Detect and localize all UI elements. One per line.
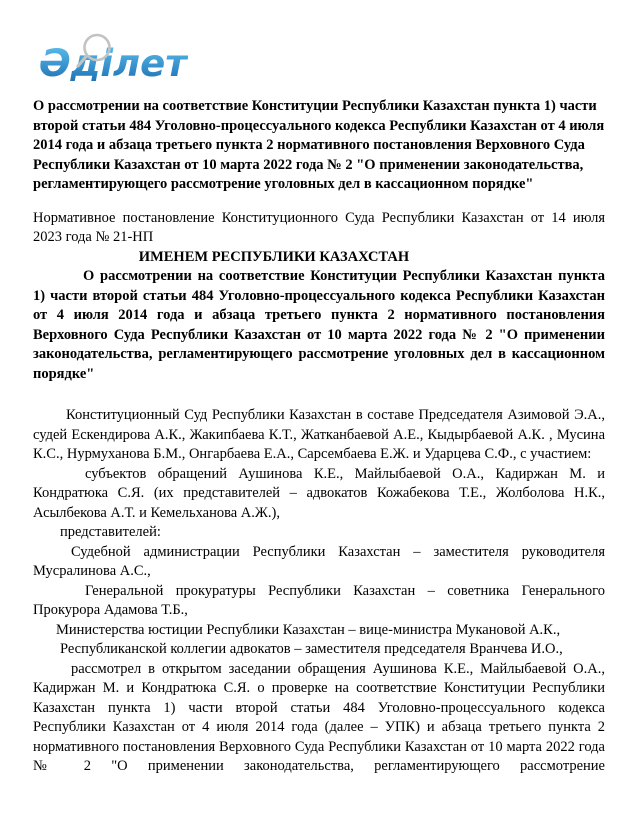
logo-wordmark: Әділет [39,42,187,85]
body-paragraph: Министерства юстиции Республики Казахстан – вице-министра Мукановой А.К., [56,621,561,638]
body-paragraph: рассмотрел в открытом заседании обращения Аушинова К.Е., Майлыбаевой О.А., Кадиржан М. и Кондратюка С.Я. о проверке на соответствие Конституции Республики Казахстан пункта 1) части второй статьи 484 Уголовно-процессуального кодекса Республики Казахстан от 4 июля 2014 года (далее – УПК) и абзаца третьего пункта 2 нормативного постановления Верховного Суда Республики Казахстан от 10 марта 2022 года № 2 "О применении законодательства, регламентирующего рассмотрение [33,660,605,774]
body-paragraph: Республиканской коллегии адвокатов – заместителя председателя Вранчева И.О., [60,641,563,657]
document-content [0,32,640,777]
body-paragraph: Конституционный Суд Республики Казахстан в составе Председателя Азимовой Э.А., судей Ескендирова А.К., Жакипбаева К.Т., Жатканбаевой А.Е., Кыдырбаевой А.К. , Мусина К.С., Нурмуханова Б.М., Онгарбаева Е.А., Сарсембаева Е.Ж. и Ударцева С.Ф., с участием: [33,407,605,462]
body-paragraph: Генеральной прокуратуры Республики Казахстан – советника Генерального Прокурора Адамова Т.Б., [33,582,605,618]
body-paragraph: представителей: [60,524,161,540]
in-the-name-heading: ИМЕНЕМ РЕСПУБЛИКИ КАЗАХСТАН [138,248,410,265]
document-type-line: Нормативное постановление Конституционного Суда Республики Казахстан от 14 июля 2023 года № 21-НП [33,209,605,245]
document-title: О рассмотрении на соответствие Конституции Республики Казахстан пункта 1) части второй статьи 484 Уголовно-процессуального кодекса Республики Казахстан от 4 июля 2014 года и абзаца третьего пункта 2 нормативного постановления Верховного Суда Республики Казахстан от 10 марта 2022 года № 2 "О применении законодательства, регламентирующего рассмотрение уголовных дел в кассационном порядке" [33,98,605,192]
adilet-logo[interactable] [38,32,188,90]
document-subject: О рассмотрении на соответствие Конституции Республики Казахстан пункта 1) части второй статьи 484 Уголовно-процессуального кодекса Республики Казахстан от 4 июля 2014 года и абзаца третьего пункта 2 нормативного постановления Верховного Суда Республики Казахстан от 10 марта 2022 года № 2 "О применении законодательства, регламентирующего рассмотрение уголовных дел в кассационном порядке" [33,268,605,382]
body-paragraph: Судебной администрации Республики Казахстан – заместителя руководителя Мусралинова А.С., [33,543,605,579]
adilet-logo-image [38,32,188,90]
document-body [33,406,605,777]
body-paragraph: субъектов обращений Аушинова К.Е., Майлыбаевой О.А., Кадиржан М. и Кондратюка С.Я. (их представителей – адвокатов Кожабекова Т.Е., Жолболова Н.К., Асылбекова А.Т. и Кемельханова А.Ж.), [33,465,605,521]
